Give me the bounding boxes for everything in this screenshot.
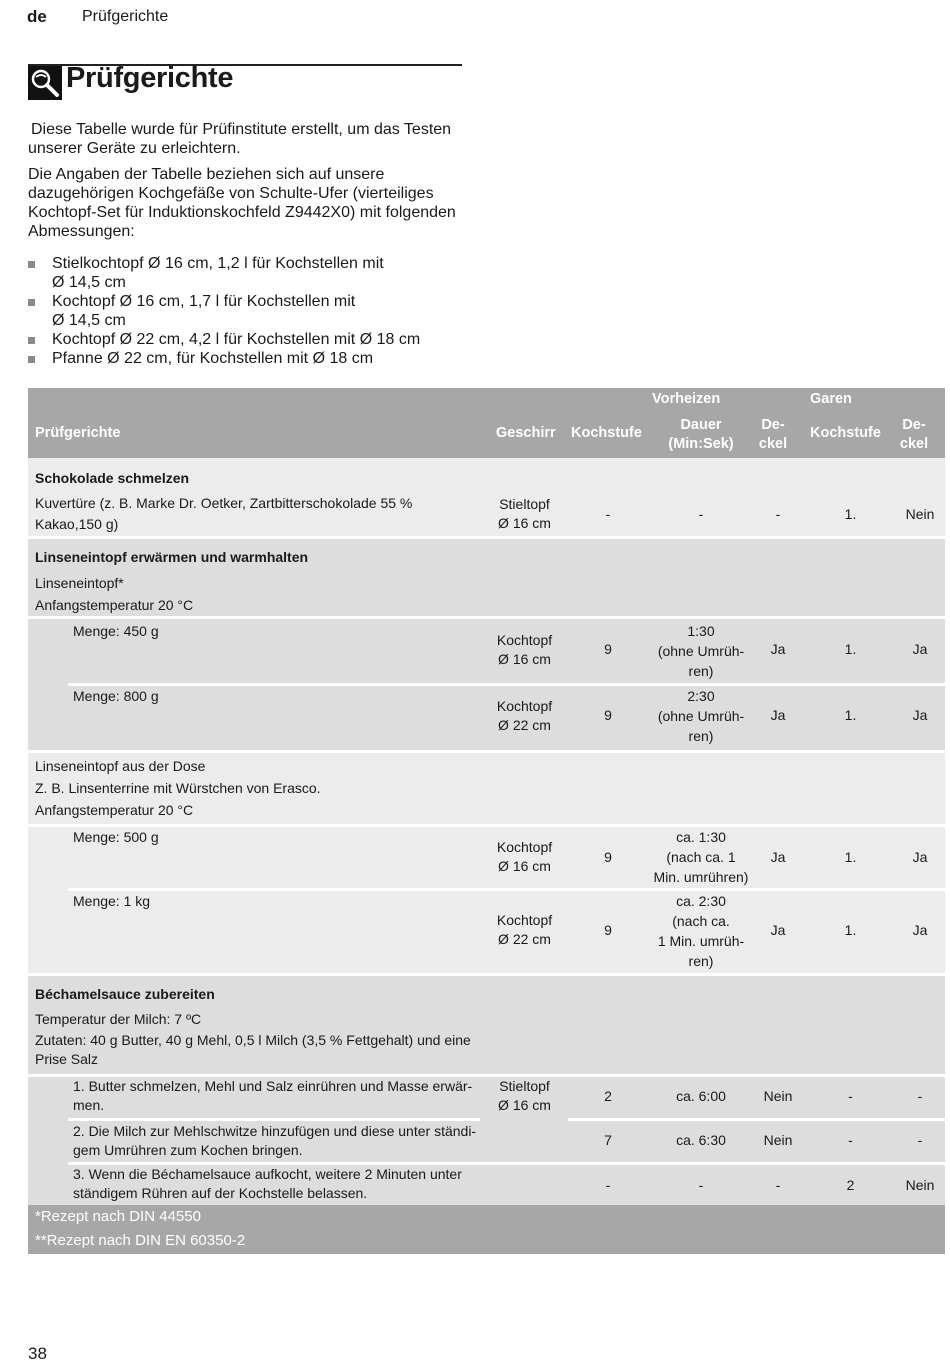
- cell-level-preheat: 9: [604, 707, 612, 723]
- cell-level-cook: -: [848, 1088, 853, 1104]
- cell-lid-preheat: Ja: [770, 641, 786, 657]
- table-row: [28, 827, 945, 888]
- cell-lid-cook: Nein: [905, 1177, 935, 1193]
- cell-cookware: Stieltopf Ø 16 cm: [498, 1078, 551, 1113]
- language-code: de: [27, 7, 47, 26]
- group-cook: Garen: [810, 391, 852, 407]
- cell-lid-preheat: Ja: [770, 849, 786, 865]
- cell-lid-cook: -: [917, 1088, 923, 1104]
- col-lid-preheat: De- ckel: [758, 417, 788, 452]
- cell-level-preheat: 7: [604, 1132, 612, 1148]
- cell-cookware: Kochtopf Ø 16 cm: [496, 839, 553, 874]
- col-lid-cook: De- ckel: [899, 417, 929, 452]
- cell-level-cook: 1.: [844, 506, 857, 522]
- row-step: 2. Die Milch zur Mehlschwitze hinzufügen und diese unter ständi- gem Umrühren zum Kochen bringen.: [73, 1123, 477, 1158]
- cell-cookware: Kochtopf Ø 22 cm: [496, 912, 553, 947]
- table-row-canned-heading: [28, 753, 945, 827]
- row-description: Anfangstemperatur 20 °C: [35, 597, 194, 613]
- section-heading: Linseneintopf erwärmen und warmhalten: [35, 549, 309, 565]
- row-description: Kuvertüre (z. B. Marke Dr. Oetker, Zartbitterschokolade 55 % Kakao,150 g): [35, 495, 413, 532]
- row-step: 3. Wenn die Béchamelsauce aufkocht, weitere 2 Minuten unter ständigem Rühren auf der Kochstelle belassen.: [73, 1166, 462, 1201]
- cell-lid-preheat: -: [775, 1177, 781, 1193]
- row-description: Zutaten: 40 g Butter, 40 g Mehl, 0,5 l Milch (3,5 % Fettgehalt) und eine Prise Salz: [35, 1032, 471, 1067]
- cell-level-preheat: 9: [604, 922, 612, 938]
- table-row: [28, 1077, 945, 1118]
- col-duration: Dauer (Min:Sek): [668, 417, 734, 452]
- table-row-lentil-heading: [28, 539, 945, 619]
- bullet-square-icon: [28, 337, 35, 344]
- row-amount: Menge: 500 g: [73, 829, 159, 845]
- col-level-cook: Kochstufe: [810, 425, 881, 441]
- intro-paragraph-2: Die Angaben der Tabelle beziehen sich auf unsere dazugehörigen Kochgefäße von Schulte-Ufer (vierteiliges Kochtopf-Set für Induktionskochfeld Z9442X0) mit folgenden Abmessungen:: [28, 166, 456, 240]
- section-heading: Schokolade schmelzen: [35, 470, 190, 486]
- row-description: Temperatur der Milch: 7 ºC: [35, 1011, 202, 1027]
- row-amount: Menge: 450 g: [73, 623, 159, 639]
- group-preheat: Vorheizen: [652, 391, 721, 407]
- list-item: Pfanne Ø 22 cm, für Kochstellen mit Ø 18 cm: [28, 349, 468, 368]
- cell-lid-preheat: Ja: [770, 707, 786, 723]
- cell-duration: 1:30 (ohne Umrüh- ren): [657, 623, 745, 679]
- intro-paragraph-1: Diese Tabelle wurde für Prüfinstitute erstellt, um das Testen unserer Geräte zu erleichtern.: [28, 121, 452, 157]
- bullet-square-icon: [28, 299, 35, 306]
- cell-level-preheat: 2: [604, 1088, 612, 1104]
- cell-duration: ca. 2:30 (nach ca. 1 Min. umrüh- ren): [657, 893, 745, 969]
- cell-lid-cook: Ja: [912, 922, 928, 938]
- cell-lid-cook: -: [917, 1132, 923, 1148]
- cell-cookware: Stieltopf Ø 16 cm: [498, 496, 551, 531]
- running-header: Prüfgerichte: [82, 8, 169, 25]
- page-title: Prüfgerichte: [66, 62, 234, 94]
- cell-lid-preheat: Ja: [770, 922, 786, 938]
- table-row: [28, 1165, 945, 1205]
- table-row: [28, 686, 945, 750]
- cell-lid-preheat: Nein: [763, 1088, 793, 1104]
- table-row: [28, 619, 945, 683]
- cell-duration: ca. 1:30 (nach ca. 1 Min. umrühren): [653, 829, 749, 885]
- cell-level-preheat: 9: [604, 849, 612, 865]
- row-amount: Menge: 1 kg: [73, 893, 151, 909]
- col-cookware: Geschirr: [496, 425, 556, 441]
- cell-level-cook: 1.: [844, 707, 857, 723]
- col-level-preheat: Kochstufe: [571, 425, 642, 441]
- cell-duration: ca. 6:00: [676, 1088, 726, 1104]
- cell-cookware: Kochtopf Ø 16 cm: [496, 632, 553, 667]
- footnote: *Rezept nach DIN 44550: [35, 1208, 201, 1225]
- test-dish-icon: [28, 66, 62, 100]
- cell-lid-cook: Ja: [912, 641, 928, 657]
- cell-lid-preheat: -: [775, 506, 781, 522]
- bullet-square-icon: [28, 356, 35, 363]
- section-heading: Béchamelsauce zubereiten: [35, 986, 215, 1002]
- cell-level-cook: 1.: [844, 922, 857, 938]
- row-description: Linseneintopf aus der Dose: [35, 758, 206, 774]
- cell-cookware: Kochtopf Ø 22 cm: [496, 698, 553, 733]
- col-dish: Prüfgerichte: [35, 425, 121, 441]
- list-item: Kochtopf Ø 16 cm, 1,7 l für Kochstellen mit Ø 14,5 cm: [28, 292, 468, 330]
- cell-level-cook: 2: [846, 1177, 855, 1193]
- cell-level-preheat: -: [605, 1177, 611, 1193]
- list-item: Stielkochtopf Ø 16 cm, 1,2 l für Kochstellen mit Ø 14,5 cm: [28, 254, 468, 292]
- test-dishes-table: [28, 388, 945, 1254]
- cell-duration: -: [698, 506, 704, 522]
- intro-text: [28, 120, 468, 248]
- cell-level-cook: -: [848, 1132, 853, 1148]
- row-description: Linseneintopf*: [35, 575, 124, 591]
- row-description: Anfangstemperatur 20 °C: [35, 802, 194, 818]
- cell-level-cook: 1.: [844, 641, 857, 657]
- cell-duration: ca. 6:30: [676, 1132, 726, 1148]
- row-step: 1. Butter schmelzen, Mehl und Salz einrühren und Masse erwär- men.: [73, 1078, 473, 1113]
- table-row: [28, 891, 945, 976]
- row-description: Z. B. Linsenterrine mit Würstchen von Erasco.: [35, 780, 321, 796]
- cell-level-preheat: -: [605, 506, 611, 522]
- cell-level-cook: 1.: [844, 849, 857, 865]
- cell-lid-cook: Ja: [912, 707, 928, 723]
- table-footnotes: [28, 1205, 945, 1254]
- list-item: Kochtopf Ø 22 cm, 4,2 l für Kochstellen mit Ø 18 cm: [28, 330, 468, 349]
- cell-duration: 2:30 (ohne Umrüh- ren): [657, 688, 745, 744]
- cell-duration: -: [698, 1177, 704, 1193]
- table-row-bechamel-heading: [28, 976, 945, 1077]
- row-amount: Menge: 800 g: [73, 688, 159, 704]
- cookware-list: [28, 254, 468, 368]
- cell-level-preheat: 9: [604, 641, 612, 657]
- cell-lid-cook: Ja: [912, 849, 928, 865]
- footnote: **Rezept nach DIN EN 60350-2: [35, 1232, 246, 1249]
- table-header: [28, 388, 945, 458]
- page-number: 38: [28, 1344, 47, 1363]
- table-row: [28, 1121, 945, 1162]
- cell-lid-cook: Nein: [905, 506, 935, 522]
- bullet-square-icon: [28, 261, 35, 268]
- cell-lid-preheat: Nein: [763, 1132, 793, 1148]
- table-row-chocolate: [28, 458, 945, 539]
